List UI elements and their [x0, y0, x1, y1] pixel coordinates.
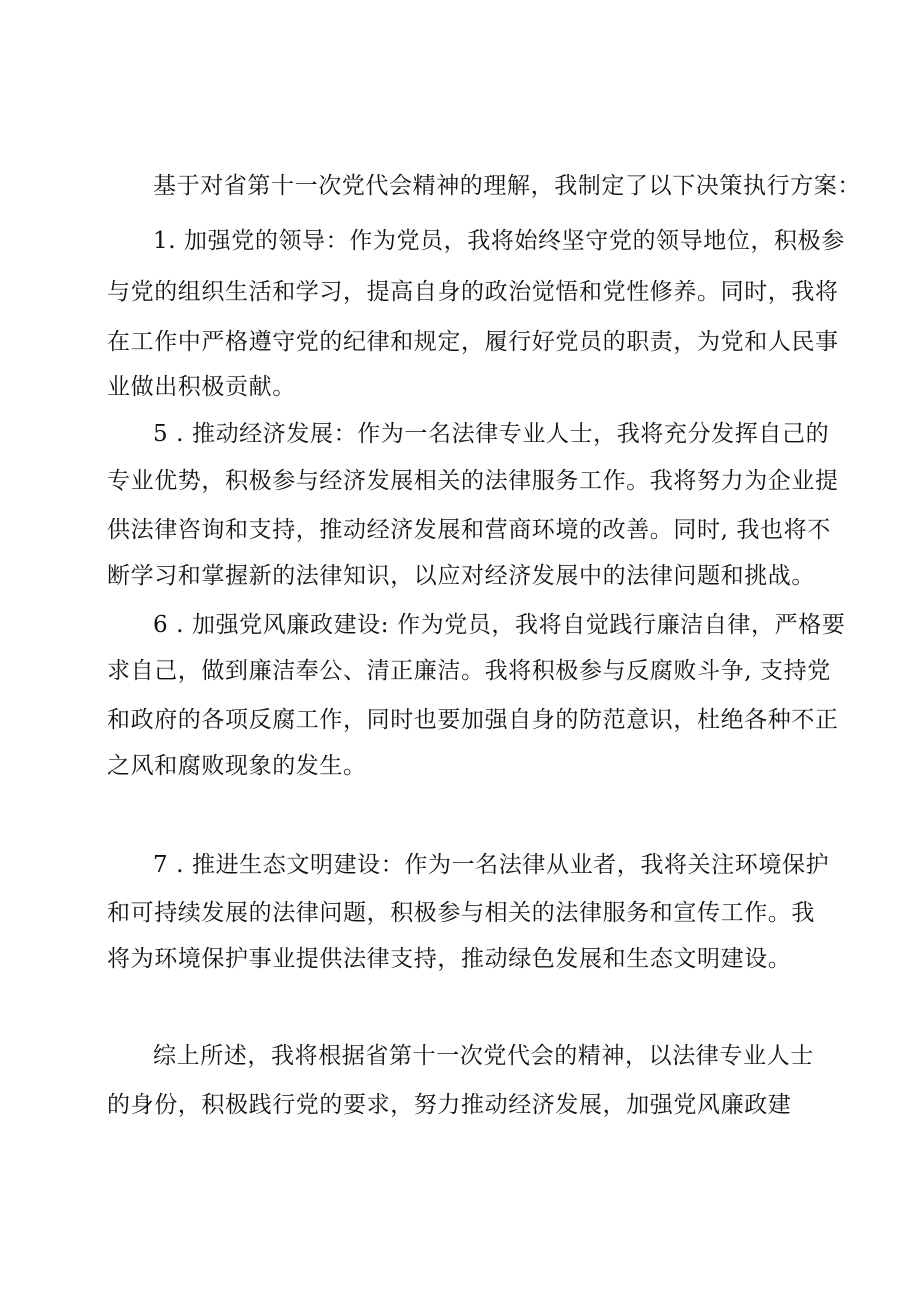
conclusion-line-2: 的身份，积极践行党的要求，努力推动经济发展，加强党风廉政建: [107, 1092, 792, 1118]
section-2-line-4: 断学习和掌握新的法律知识，以应对经济发展中的法律问题和挑战。: [107, 563, 815, 589]
section-2-line-1: 5 . 推动经济发展：作为一名法律专业人士，我将充分发挥自己的: [153, 421, 830, 447]
section-3-line-3: 和政府的各项反腐工作，同时也要加强自身的防范意识，杜绝各种不正: [107, 707, 839, 733]
section-4-line-1: 7 . 推进生态文明建设：作为一名法律从业者，我将关注环境保护: [153, 852, 830, 878]
section-4-line-2: 和可持续发展的法律问题，积极参与相关的法律服务和宣传工作。我: [107, 900, 815, 926]
section-3-line-1: 6 . 加强党风廉政建设: 作为党员，我将自觉践行廉洁自律，严格要: [153, 612, 846, 638]
section-3-line-2: 求自己，做到廉洁奉公、清正廉洁。我将积极参与反腐败斗争, 支持党: [107, 658, 831, 684]
intro-line-1: 基于对省第十一次党代会精神的理解，我制定了以下决策执行方案：: [153, 173, 861, 199]
section-3-line-4: 之风和腐败现象的发生。: [107, 753, 367, 779]
section-1-line-2: 与党的组织生活和学习，提高自身的政治觉悟和党性修养。同时，我将: [107, 279, 839, 305]
section-1-line-3: 在工作中严格遵守党的纪律和规定，履行好党员的职责，为党和人民事: [107, 329, 839, 355]
section-1-line-4: 业做出积极贡献。: [107, 374, 296, 400]
section-1-line-1: 1. 加强党的领导：作为党员，我将始终坚守党的领导地位，积极参: [153, 228, 845, 254]
section-4-line-3: 将为环境保护事业提供法律支持，推动绿色发展和生态文明建设。: [107, 946, 792, 972]
conclusion-line-1: 综上所述，我将根据省第十一次党代会的精神，以法律专业人士: [153, 1043, 814, 1069]
section-2-line-3: 供法律咨询和支持，推动经济发展和营商环境的改善。同时, 我也将不: [107, 517, 831, 543]
section-2-line-2: 专业优势，积极参与经济发展相关的法律服务工作。我将努力为企业提: [107, 468, 839, 494]
